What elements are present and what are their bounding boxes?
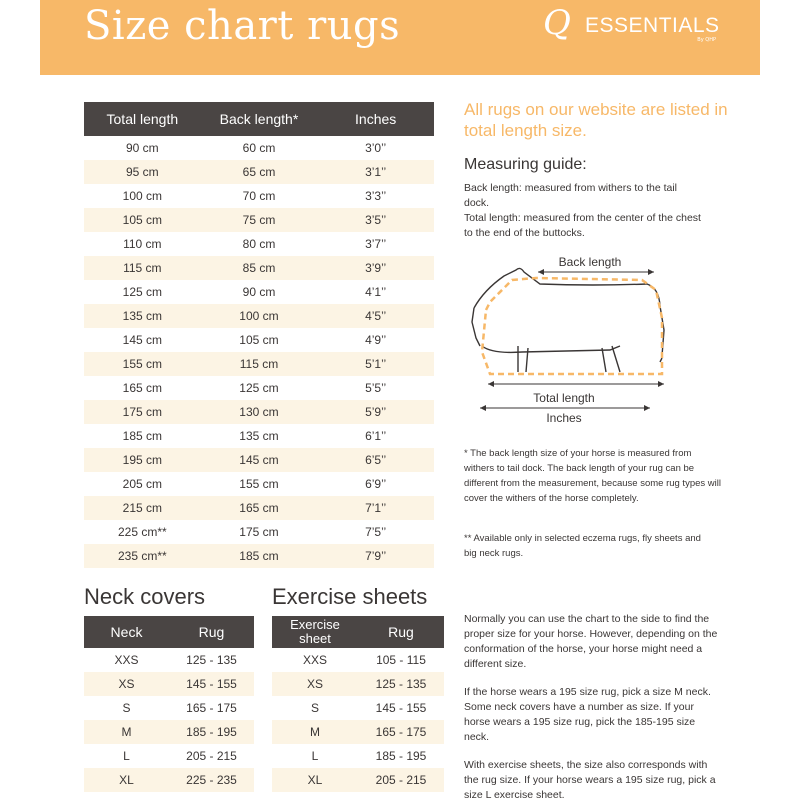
inches-cell: 7’1’’	[317, 496, 434, 520]
back-length-cell: 155 cm	[239, 477, 279, 491]
total-length-cell: 175 cm	[84, 400, 201, 424]
column-header-exercise-sheet	[272, 616, 358, 648]
rug-size-cell: 205 - 215	[358, 768, 444, 792]
neck-covers-header-row	[84, 616, 254, 648]
back-length-cell: 65 cm	[201, 160, 318, 184]
size-chart-body	[84, 136, 434, 568]
brand-logo	[543, 3, 720, 49]
neck-covers-row	[84, 744, 254, 768]
neck-covers-row	[84, 696, 254, 720]
total-length-cell: 145 cm	[122, 333, 162, 347]
rug-size-cell: 165 - 175	[358, 720, 444, 744]
column-header-inches: Inches	[317, 102, 434, 136]
inches-cell: 3’3’’	[365, 189, 387, 203]
rug-size-cell: 125 - 135	[358, 672, 444, 696]
back-length-cell: 75 cm	[201, 208, 318, 232]
size-chart-row	[84, 136, 434, 160]
inches-cell: 4’9’’	[365, 333, 387, 347]
inches-cell: 5’5’’	[365, 381, 387, 395]
diagram-inches-label: Inches	[546, 411, 582, 425]
total-length-cell: 225 cm**	[117, 525, 167, 539]
column-header-rug: Rug	[169, 616, 254, 648]
neck-covers-table	[84, 616, 254, 792]
back-length-cell: 125 cm	[239, 381, 279, 395]
rug-size-cell: 165 - 175	[186, 701, 237, 715]
back-length-arrow-right	[648, 269, 654, 275]
total-length-cell: 155 cm	[84, 352, 201, 376]
footnote-availability: ** Available only in selected eczema rugs, fly sheets and big neck rugs.	[464, 533, 701, 559]
total-length-cell: 165 cm	[122, 381, 162, 395]
back-length-cell: 165 cm	[201, 496, 318, 520]
total-length-cell: 205 cm	[122, 477, 162, 491]
inches-cell: 5’1’’	[317, 352, 434, 376]
neck-covers-row	[84, 768, 254, 792]
exercise-sheets-row	[272, 696, 444, 720]
neck-size-cell: XXS	[114, 653, 139, 667]
total-length-cell: 105 cm	[84, 208, 201, 232]
brand-name: ESSENTIALS	[585, 14, 720, 37]
neck-size-cell: XS	[84, 672, 169, 696]
column-header-total-length: Total length	[84, 102, 201, 136]
sizing-advice-neck: If the horse wears a 195 size rug, pick a size M neck. Some neck covers have a number as size. If your horse wears a 195 size rug, pick the 185-195 size neck.	[464, 686, 711, 743]
size-chart-row	[84, 424, 434, 448]
exercise-size-cell: XXS	[302, 653, 327, 667]
inches-arrow-right	[644, 405, 650, 411]
horse-outline	[474, 268, 664, 362]
size-chart-row	[84, 448, 434, 472]
diagram-total-length-label: Total length	[533, 391, 595, 405]
header-banner	[40, 0, 760, 75]
rug-outline-dashed	[482, 278, 662, 374]
inches-cell: 6’9’’	[365, 477, 387, 491]
total-length-cell: 235 cm**	[84, 544, 201, 568]
rug-size-cell: 125 - 135	[186, 653, 237, 667]
size-chart-row	[84, 304, 434, 328]
exercise-size-cell: M	[272, 720, 358, 744]
neck-covers-row	[84, 648, 254, 672]
back-length-cell: 145 cm	[201, 448, 318, 472]
total-length-cell: 90 cm	[125, 141, 159, 155]
inches-cell: 3’1’’	[317, 160, 434, 184]
diagram-back-length-label: Back length	[558, 255, 622, 269]
column-header-back-length: Back length*	[201, 102, 318, 136]
total-length-cell: 95 cm	[84, 160, 201, 184]
exercise-header-line1: Exercise	[290, 617, 340, 632]
total-length-notice: All rugs on our website are listed in total length size.	[464, 100, 728, 140]
size-chart-row	[84, 160, 434, 184]
inches-cell: 3’0’’	[365, 141, 387, 155]
back-length-arrow-left	[538, 269, 544, 275]
back-length-cell: 70 cm	[242, 189, 276, 203]
size-chart-row	[84, 232, 434, 256]
neck-covers-row	[84, 720, 254, 744]
back-length-cell: 130 cm	[201, 400, 318, 424]
total-length-cell: 115 cm	[84, 256, 201, 280]
horse-measurement-diagram	[462, 250, 702, 430]
neck-size-cell: XL	[84, 768, 169, 792]
measuring-definitions	[464, 181, 704, 241]
back-length-cell: 105 cm	[239, 333, 279, 347]
inches-cell: 7’5’’	[365, 525, 387, 539]
size-chart-row	[84, 184, 434, 208]
total-length-cell: 110 cm	[123, 237, 162, 251]
size-chart-row	[84, 328, 434, 352]
neck-size-cell: S	[122, 701, 131, 715]
rug-size-cell: 185 - 195	[375, 749, 427, 763]
inches-cell: 5’9’’	[317, 400, 434, 424]
total-length-cell: 100 cm	[122, 189, 162, 203]
rug-size-cell: 225 - 235	[169, 768, 254, 792]
inches-cell: 3’9’’	[317, 256, 434, 280]
size-chart-row	[84, 352, 434, 376]
neck-size-cell: M	[84, 720, 169, 744]
total-length-cell: 195 cm	[84, 448, 201, 472]
exercise-size-cell: XS	[272, 672, 358, 696]
exercise-sheets-header-row	[272, 616, 444, 648]
total-length-cell: 185 cm	[122, 429, 162, 443]
exercise-size-cell: L	[311, 749, 319, 763]
column-header-neck: Neck	[84, 616, 169, 648]
measuring-guide-title: Measuring guide:	[464, 156, 587, 173]
back-length-cell: 80 cm	[242, 237, 276, 251]
size-chart-row	[84, 496, 434, 520]
exercise-sheets-row	[272, 720, 444, 744]
size-chart-row	[84, 400, 434, 424]
rug-size-cell: 105 - 115	[376, 653, 426, 667]
inches-cell: 6’1’’	[365, 429, 387, 443]
back-length-cell: 185 cm	[201, 544, 318, 568]
size-chart-row	[84, 208, 434, 232]
inches-arrow-left	[480, 405, 486, 411]
exercise-sheets-table	[272, 616, 444, 792]
back-length-cell: 60 cm	[242, 141, 276, 155]
sizing-advice-general: Normally you can use the chart to the side to find the proper size for your horse. However, depending on the conformation of the horse, your horse might need a different size.	[464, 613, 718, 670]
back-length-cell: 85 cm	[201, 256, 318, 280]
exercise-size-cell: S	[310, 701, 319, 715]
exercise-sheets-row	[272, 648, 444, 672]
neck-covers-body	[84, 648, 254, 792]
exercise-sheets-row	[272, 744, 444, 768]
horse-belly-outline	[472, 308, 620, 352]
footnote-back-length: * The back length size of your horse is measured from withers to tail dock. The back length of your rug can be different from the measurement, because some rug types will cover the withers of the horse completely.	[464, 448, 721, 504]
back-length-cell: 115 cm	[201, 352, 318, 376]
size-chart-row	[84, 280, 434, 304]
back-length-cell: 175 cm	[239, 525, 279, 539]
inches-cell: 6’5’’	[317, 448, 434, 472]
size-chart-row	[84, 376, 434, 400]
neck-size-cell: L	[123, 749, 130, 763]
inches-cell: 3’7’’	[365, 237, 387, 251]
back-length-definition: Back length: measured from withers to the tail dock.	[464, 182, 678, 209]
column-header-rug: Rug	[358, 616, 444, 648]
exercise-header-line2: sheet	[299, 631, 331, 646]
total-length-arrow-left	[488, 381, 494, 387]
brand-q-mark: Q	[543, 3, 571, 43]
total-length-cell: 125 cm	[122, 285, 162, 299]
sizing-advice-exercise: With exercise sheets, the size also corresponds with the rug size. If your horse wears a 195 size rug, pick a size L exercise sheet.	[464, 759, 716, 801]
brand-subtitle: By QHP	[697, 37, 716, 43]
inches-cell: 3’5’’	[317, 208, 434, 232]
back-length-cell: 90 cm	[242, 285, 276, 299]
exercise-sheets-row	[272, 768, 444, 792]
size-chart-row	[84, 544, 434, 568]
exercise-sheets-row	[272, 672, 444, 696]
exercise-sheets-title: Exercise sheets	[272, 584, 428, 609]
back-length-cell: 100 cm	[201, 304, 318, 328]
neck-covers-title: Neck covers	[84, 584, 206, 609]
inches-cell: 4’5’’	[317, 304, 434, 328]
total-length-cell: 135 cm	[84, 304, 201, 328]
neck-covers-row	[84, 672, 254, 696]
size-chart-row	[84, 472, 434, 496]
rug-size-cell: 185 - 195	[169, 720, 254, 744]
page-title: Size chart rugs	[84, 3, 401, 49]
total-length-definition: Total length: measured from the center of the chest to the end of the buttocks.	[464, 212, 701, 239]
rug-size-cell: 205 - 215	[186, 749, 237, 763]
size-chart-table	[84, 102, 434, 568]
total-length-cell: 215 cm	[84, 496, 201, 520]
rug-size-cell: 145 - 155	[375, 701, 427, 715]
size-chart-row	[84, 256, 434, 280]
size-chart-row	[84, 520, 434, 544]
inches-cell: 7’9’’	[317, 544, 434, 568]
inches-cell: 4’1’’	[365, 285, 387, 299]
back-length-cell: 135 cm	[239, 429, 279, 443]
sizing-advice	[464, 612, 722, 803]
exercise-sheets-body	[272, 648, 444, 792]
size-chart-header-row	[84, 102, 434, 136]
total-length-arrow-right	[658, 381, 664, 387]
rug-size-cell: 145 - 155	[169, 672, 254, 696]
exercise-size-cell: XL	[272, 768, 358, 792]
